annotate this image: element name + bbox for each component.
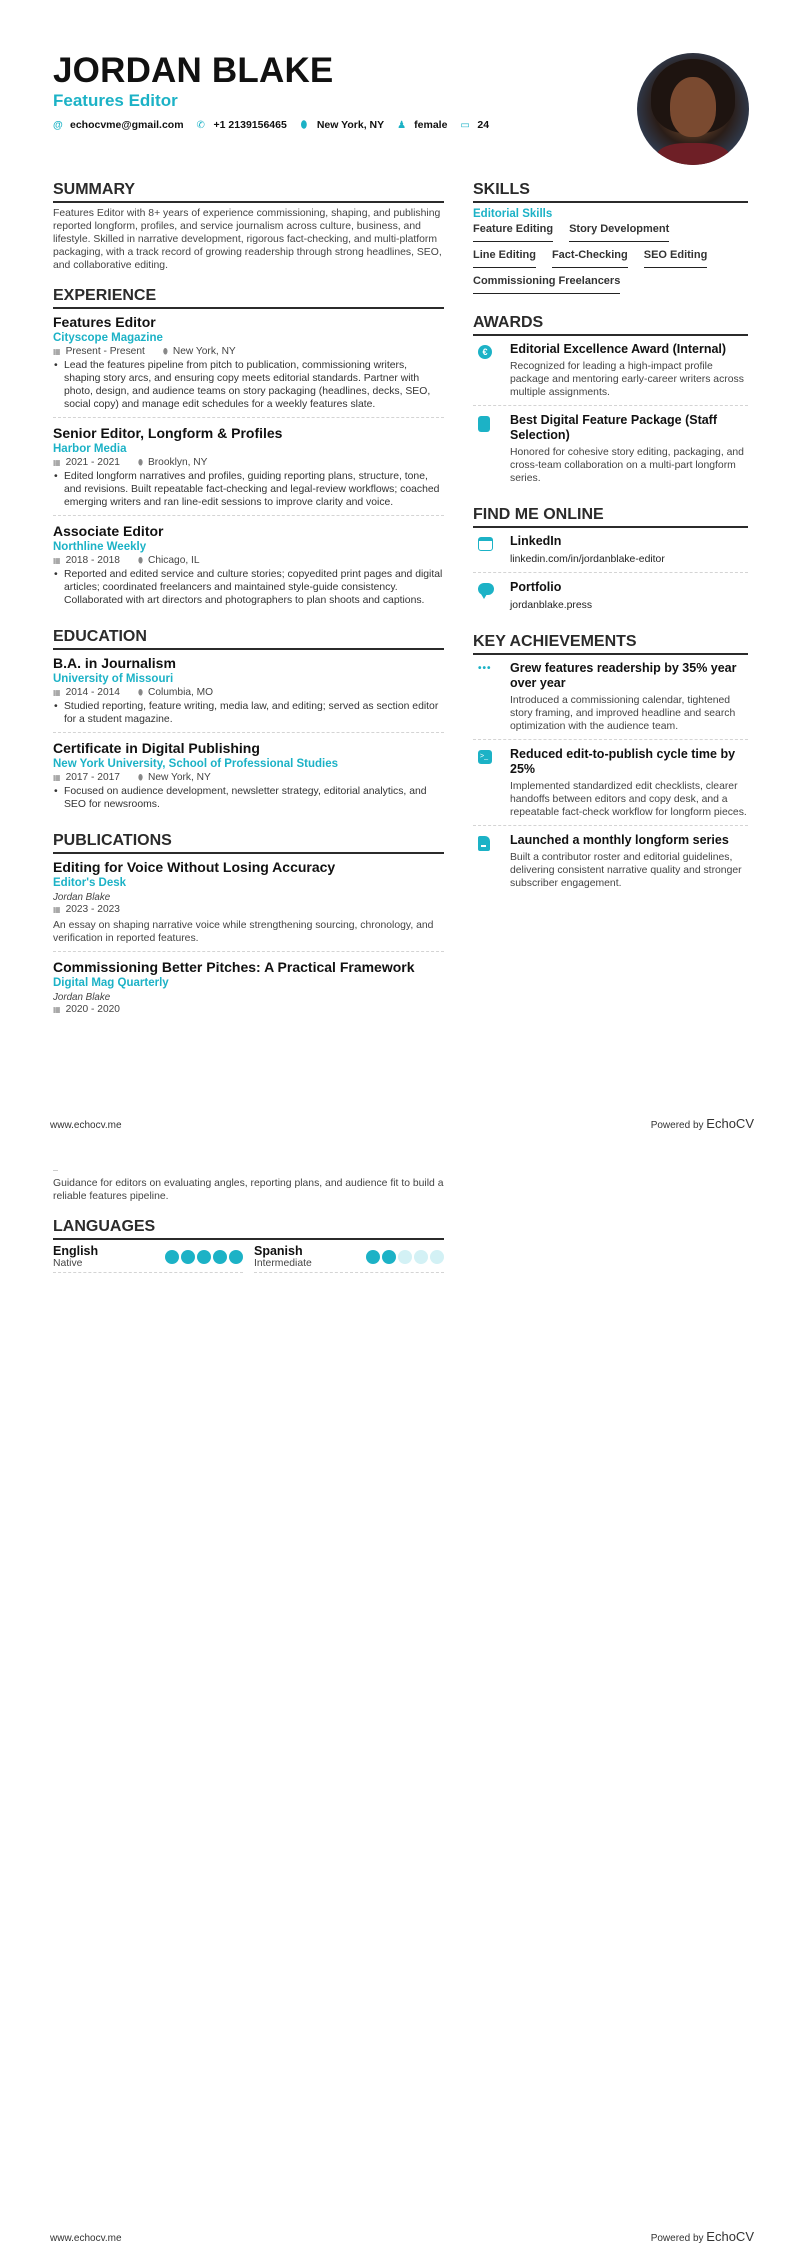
contact-gender: ♟ female — [397, 119, 448, 131]
entry-meta — [53, 1004, 444, 1016]
publication-title: Commissioning Better Pitches: A Practical Framework — [53, 959, 415, 975]
awards-section — [473, 313, 748, 491]
publication-description: An essay on shaping narrative voice while strengthening sourcing, chronology, and verification in reported features. — [53, 920, 434, 944]
dot-filled-icon — [382, 1250, 396, 1264]
link-url[interactable]: linkedin.com/in/jordanblake-editor — [510, 554, 665, 565]
powered-by: Powered by EchoCV — [650, 2229, 754, 2244]
achievement-description: Implemented standardized edit checklists, clearer handoffs between editors and copy desk, and a repeatable fact-check workflow for longform pieces. — [510, 781, 747, 818]
dot-filled-icon — [181, 1250, 195, 1264]
company-name: Northline Weekly — [53, 541, 147, 553]
award-title: Best Digital Feature Package (Staff Selection) — [510, 413, 718, 442]
achievement-item — [473, 831, 748, 896]
calendar-icon: ▦ — [53, 556, 61, 565]
contact-age: ▭ 24 — [460, 119, 490, 131]
location: Chicago, IL — [147, 555, 200, 566]
dates: 2020 - 2020 — [65, 1004, 120, 1015]
language-name: Spanish — [254, 1244, 303, 1258]
left-column — [53, 180, 444, 1036]
achievement-description: Built a contributor roster and editorial guidelines, delivering consistent narrative quality and stronger subscriber engagement. — [510, 852, 742, 889]
dates: 2021 - 2021 — [65, 457, 120, 468]
education-entry — [53, 739, 444, 817]
summary-text: Features Editor with 8+ years of experience commissioning, shaping, and publishing reported longform, profiles, and service journalism across culture, business, and lifestyle. Skilled in narrative development, rigorous fact-checking, and multi-platform packaging, with a track record of growing readership through strong headlines, SEO, and collaborative editing. — [53, 208, 442, 271]
brand-logo[interactable]: EchoCV — [706, 1116, 754, 1131]
bullet-list — [53, 785, 444, 811]
euro-coin-icon: € — [478, 345, 492, 359]
bullet: • Focused on audience development, newsletter strategy, editorial analytics, and SEO for newsrooms. — [53, 785, 444, 811]
ellipsis-icon: ••• — [478, 663, 492, 674]
dates: 2018 - 2018 — [65, 555, 120, 566]
online-section — [473, 505, 748, 618]
location-pin-icon: ⬮ — [137, 773, 143, 782]
skill-tag: Feature Editing — [473, 221, 553, 242]
award-title: Editorial Excellence Award (Internal) — [510, 342, 727, 356]
calendar-icon: ▦ — [53, 458, 61, 467]
skill-tag: Fact-Checking — [552, 247, 628, 268]
dot-empty-icon — [414, 1250, 428, 1264]
entry-meta — [53, 555, 444, 567]
skills-section — [473, 180, 748, 299]
award-description: Recognized for leading a high-impact profile package and mentoring early-career writers across multiple assignments. — [510, 361, 744, 398]
achievement-title: Launched a monthly longform series — [510, 833, 729, 847]
job-title: Features Editor — [53, 314, 156, 330]
publication-entry — [53, 958, 444, 1022]
entry-meta — [53, 772, 444, 784]
experience-section — [53, 286, 444, 613]
experience-entry — [53, 424, 444, 516]
resume-header — [53, 52, 613, 131]
location: Columbia, MO — [147, 687, 214, 698]
location-pin-icon: ⬮ — [300, 119, 307, 131]
proficiency-dots — [364, 1250, 444, 1264]
candidate-name: JORDAN BLAKE — [53, 51, 334, 90]
entry-meta — [53, 687, 444, 699]
entry-meta — [53, 457, 444, 469]
skill-tag: SEO Editing — [644, 247, 708, 268]
right-column — [473, 180, 748, 910]
bullet: • Studied reporting, feature writing, media law, and editing; served as section editor for a student magazine. — [53, 700, 444, 726]
entry-meta — [53, 346, 444, 358]
bullet-list — [53, 700, 444, 726]
section-heading: PUBLICATIONS — [53, 831, 444, 854]
calendar-icon: ▦ — [53, 1005, 61, 1014]
calendar-icon: ▦ — [53, 688, 61, 697]
document-icon — [478, 836, 490, 851]
contact-phone[interactable]: ✆ +1 2139156465 — [196, 119, 287, 131]
chat-bubble-icon — [478, 583, 494, 595]
publication-description: Guidance for editors on evaluating angles, reporting plans, and audience fit to build a reliable features pipeline. — [53, 1178, 444, 1202]
achievement-title: Grew features readership by 35% year over year — [510, 661, 737, 690]
section-heading: SUMMARY — [53, 180, 444, 203]
page-two-content — [53, 1170, 444, 1287]
avatar-face — [670, 77, 716, 137]
bullet-list — [53, 470, 444, 509]
calendar-icon: ▦ — [53, 905, 61, 914]
experience-entry — [53, 313, 444, 418]
skill-tag: Line Editing — [473, 247, 536, 268]
powered-by: Powered by EchoCV — [650, 1116, 754, 1131]
location: New York, NY — [147, 772, 211, 783]
page-footer — [50, 2229, 754, 2244]
dates: 2023 - 2023 — [65, 904, 120, 915]
job-title: Senior Editor, Longform & Profiles — [53, 425, 283, 441]
achievements-section — [473, 632, 748, 896]
dot-filled-icon — [229, 1250, 243, 1264]
skill-category: Editorial Skills — [473, 208, 553, 220]
publication-title: Editing for Voice Without Losing Accuracy — [53, 859, 336, 875]
language-level: Intermediate — [254, 1258, 312, 1269]
online-link-item[interactable] — [473, 578, 748, 618]
publisher: Digital Mag Quarterly — [53, 977, 169, 989]
achievement-description: Introduced a commissioning calendar, tightened story framing, and improved headline and search optimization with the audience team. — [510, 695, 736, 732]
author: Jordan Blake — [53, 992, 111, 1003]
location-pin-icon: ⬮ — [137, 556, 143, 565]
bullet: • Edited longform narratives and profiles, guiding reporting plans, structure, tone, and revisions. Built repeatable fact-checking and legal-review workflows; coached emerging writers and ran line-edit sessions to improve clarity and voice. — [53, 470, 444, 509]
proficiency-dots — [163, 1250, 243, 1264]
contact-location: ⬮ New York, NY — [300, 119, 385, 131]
entry-meta — [53, 904, 444, 916]
section-heading: EXPERIENCE — [53, 286, 444, 309]
link-label: Portfolio — [510, 580, 562, 594]
skill-tag: Commissioning Freelancers — [473, 273, 620, 294]
language-item — [254, 1244, 444, 1273]
divider — [53, 1170, 58, 1171]
dates: 2014 - 2014 — [65, 687, 120, 698]
skill-tag: Story Development — [569, 221, 669, 242]
bullet-list — [53, 359, 444, 411]
languages-section — [53, 1217, 444, 1273]
dates: 2017 - 2017 — [65, 772, 120, 783]
publication-entry — [53, 858, 444, 952]
terminal-icon: >_ — [478, 750, 492, 764]
dot-filled-icon — [213, 1250, 227, 1264]
website-link[interactable]: www.echocv.me — [50, 2233, 122, 2244]
clipboard-icon — [478, 416, 490, 432]
language-name: English — [53, 1244, 99, 1258]
achievement-item — [473, 659, 748, 740]
location: New York, NY — [172, 346, 236, 357]
language-item — [53, 1244, 243, 1273]
dates: Present - Present — [65, 346, 145, 357]
contact-row — [53, 119, 613, 131]
author: Jordan Blake — [53, 892, 111, 903]
language-level: Native — [53, 1258, 83, 1269]
page-footer — [50, 1116, 754, 1131]
calendar-icon: ▭ — [460, 119, 470, 131]
publications-section — [53, 831, 444, 1022]
education-entry — [53, 654, 444, 733]
section-heading: FIND ME ONLINE — [473, 505, 748, 528]
degree: B.A. in Journalism — [53, 655, 176, 671]
location-pin-icon: ⬮ — [137, 458, 143, 467]
avatar — [637, 53, 749, 165]
summary-section — [53, 180, 444, 272]
company-name: Harbor Media — [53, 443, 127, 455]
dot-filled-icon — [197, 1250, 211, 1264]
publisher: Editor's Desk — [53, 877, 127, 889]
dot-filled-icon — [165, 1250, 179, 1264]
calendar-icon: ▦ — [53, 773, 61, 782]
language-list — [53, 1244, 444, 1273]
location: Brooklyn, NY — [147, 457, 208, 468]
education-section — [53, 627, 444, 817]
institution: New York University, School of Professional Studies — [53, 758, 339, 770]
section-heading: LANGUAGES — [53, 1217, 444, 1240]
brand-logo[interactable]: EchoCV — [706, 2229, 754, 2244]
link-label: LinkedIn — [510, 534, 562, 548]
dot-empty-icon — [430, 1250, 444, 1264]
award-item — [473, 340, 748, 406]
institution: University of Missouri — [53, 673, 174, 685]
section-heading: AWARDS — [473, 313, 748, 336]
bullet: • Lead the features pipeline from pitch to publication, commissioning writers, shaping story arcs, and ensuring copy meets editorial standards. Partner with photo, design, and audience teams on story packaging (headlines, decks, SEO, social copy) and manage edit schedules for a weekly features slate. — [53, 359, 444, 411]
dot-filled-icon — [366, 1250, 380, 1264]
location-pin-icon: ⬮ — [162, 347, 168, 356]
section-heading: EDUCATION — [53, 627, 444, 650]
person-icon: ♟ — [397, 119, 407, 131]
company-name: Cityscope Magazine — [53, 332, 163, 344]
degree: Certificate in Digital Publishing — [53, 740, 260, 756]
section-heading: SKILLS — [473, 180, 748, 203]
dot-empty-icon — [398, 1250, 412, 1264]
online-link-item[interactable] — [473, 532, 748, 573]
skill-tags — [473, 221, 748, 299]
candidate-title: Features Editor — [53, 91, 178, 110]
contact-email[interactable]: @ echocvme@gmail.com — [53, 119, 184, 131]
avatar-shirt — [657, 143, 729, 165]
achievement-item — [473, 745, 748, 826]
calendar-chart-icon — [478, 537, 493, 551]
phone-icon: ✆ — [196, 119, 205, 131]
website-link[interactable]: www.echocv.me — [50, 1120, 122, 1131]
experience-entry — [53, 522, 444, 613]
calendar-icon: ▦ — [53, 347, 61, 356]
award-item — [473, 411, 748, 491]
bullet-list — [53, 568, 444, 607]
bullet: • Reported and edited service and culture stories; copyedited print pages and digital articles; coordinated freelancers and maintained style-guide consistency. Collaborated with art directors and photographers to plan shoots and captions. — [53, 568, 444, 607]
job-title: Associate Editor — [53, 523, 164, 539]
link-url[interactable]: jordanblake.press — [510, 600, 593, 611]
at-icon: @ — [53, 119, 63, 131]
location-pin-icon: ⬮ — [137, 688, 143, 697]
award-description: Honored for cohesive story editing, packaging, and cross-team collaboration on a multi-part longform series. — [510, 447, 744, 484]
achievement-title: Reduced edit-to-publish cycle time by 25% — [510, 747, 736, 776]
section-heading: KEY ACHIEVEMENTS — [473, 632, 748, 655]
